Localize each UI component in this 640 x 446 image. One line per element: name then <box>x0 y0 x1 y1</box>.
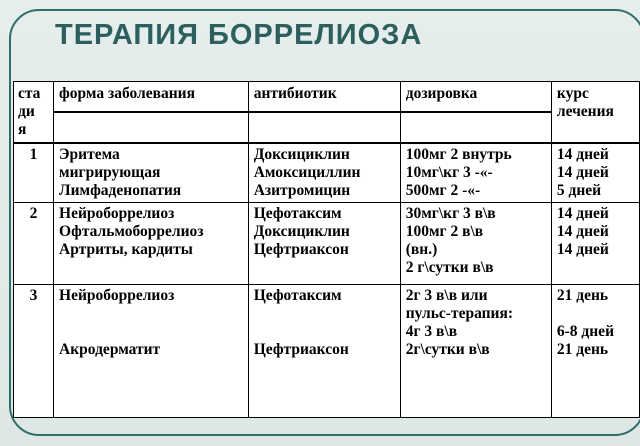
header-dosage-sub <box>400 112 551 143</box>
row-stage: 3 <box>14 285 54 418</box>
therapy-table <box>13 81 640 418</box>
table-header-subrow <box>14 112 640 143</box>
row-stage: 2 <box>14 203 54 285</box>
slide-title: ТЕРАПИЯ БОРРЕЛИОЗА <box>55 19 423 51</box>
row-dosage: 2г 3 в\в или пульс-терапия: 4г 3 в\в 2г\сутки в\в <box>400 285 551 418</box>
row-course: 14 дней 14 дней 14 дней <box>551 203 639 285</box>
row-dosage: 30мг\кг 3 в\в 100мг 2 в\в (вн.) 2 г\сутки в\в <box>400 203 551 285</box>
row-antibiotic: Цефотаксим Доксициклин Цефтриаксон <box>248 203 400 285</box>
table-row <box>14 203 640 285</box>
row-antibiotic: Доксициклин Амоксициллин Азитромицин <box>248 143 400 203</box>
row-antibiotic: Цефотаксим Цефтриаксон <box>248 285 400 418</box>
header-form-sub <box>54 112 249 143</box>
row-form: Нейроборрелиоз Акродерматит <box>54 285 249 418</box>
table-row <box>14 285 640 418</box>
table-row <box>14 143 640 203</box>
row-form: Эритема мигрирующая Лимфаденопатия <box>54 143 249 203</box>
row-stage: 1 <box>14 143 54 203</box>
header-course: курс лечения <box>551 82 639 143</box>
row-dosage: 100мг 2 внутрь 10мг\кг 3 -«- 500мг 2 -«- <box>400 143 551 203</box>
header-dosage: дозировка <box>400 82 551 112</box>
header-antibiotic: антибиотик <box>248 82 400 112</box>
table-header-row <box>14 82 640 112</box>
header-form: форма заболевания <box>54 82 249 112</box>
header-antibiotic-sub <box>248 112 400 143</box>
row-course: 14 дней 14 дней 5 дней <box>551 143 639 203</box>
header-stage: ста ди я <box>14 82 54 143</box>
row-form: Нейроборрелиоз Офтальмоборрелиоз Артриты, кардиты <box>54 203 249 285</box>
row-course: 21 день 6-8 дней 21 день <box>551 285 639 418</box>
